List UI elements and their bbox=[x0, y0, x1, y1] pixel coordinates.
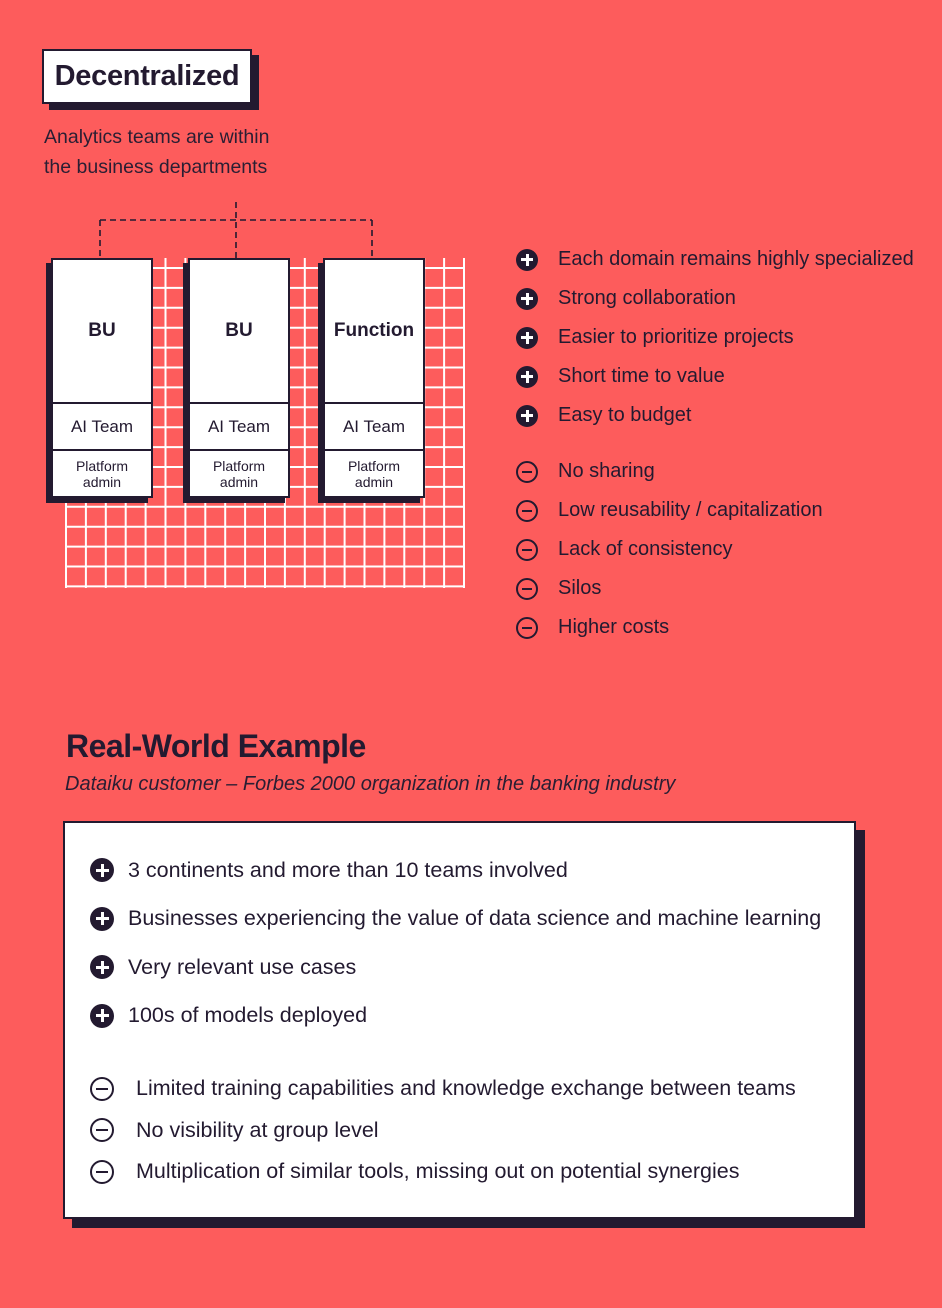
pro-text: Strong collaboration bbox=[558, 287, 736, 309]
pro-text: Easy to budget bbox=[558, 404, 692, 426]
example-con-text: Multiplication of similar tools, missing out on potential synergies bbox=[136, 1159, 740, 1184]
minus-circle-icon bbox=[516, 578, 538, 600]
example-pro-text: 100s of models deployed bbox=[128, 1003, 368, 1028]
con-item bbox=[516, 569, 823, 608]
plus-circle-icon bbox=[90, 907, 114, 931]
unit-team: AI Team bbox=[325, 404, 423, 451]
con-text: Silos bbox=[558, 577, 602, 599]
con-text: No sharing bbox=[558, 460, 655, 482]
example-pro-item bbox=[90, 943, 821, 992]
example-con-item bbox=[90, 1068, 796, 1110]
admin-line: admin bbox=[354, 473, 394, 490]
plus-circle-icon bbox=[516, 366, 538, 388]
example-con-item bbox=[90, 1110, 796, 1152]
minus-circle-icon bbox=[516, 500, 538, 522]
minus-circle-icon bbox=[516, 539, 538, 561]
unit-function bbox=[323, 258, 425, 498]
pro-item bbox=[516, 357, 914, 396]
minus-circle-icon bbox=[516, 617, 538, 639]
unit-team: AI Team bbox=[53, 404, 151, 451]
subtitle-line: Analytics teams are within bbox=[44, 126, 270, 148]
unit-admin bbox=[325, 451, 423, 496]
con-text: Low reusability / capitalization bbox=[558, 499, 823, 521]
org-diagram bbox=[40, 200, 480, 600]
section-title bbox=[42, 49, 252, 104]
pro-text: Easier to prioritize projects bbox=[558, 326, 794, 348]
plus-circle-icon bbox=[90, 1004, 114, 1028]
example-pro-text: Businesses experiencing the value of data science and machine learning bbox=[128, 906, 822, 931]
example-card bbox=[63, 821, 856, 1219]
admin-line: Platform bbox=[212, 457, 266, 474]
example-pro-text: 3 continents and more than 10 teams involved bbox=[128, 857, 568, 882]
minus-circle-icon bbox=[90, 1077, 114, 1101]
example-subtitle: Dataiku customer – Forbes 2000 organization in the banking industry bbox=[65, 773, 676, 795]
plus-circle-icon bbox=[90, 858, 114, 882]
minus-circle-icon bbox=[90, 1118, 114, 1142]
pro-item bbox=[516, 318, 914, 357]
pro-text: Each domain remains highly specialized bbox=[558, 248, 914, 270]
connector-lines bbox=[100, 202, 372, 258]
pros-list bbox=[516, 240, 914, 435]
admin-line: Platform bbox=[75, 457, 129, 474]
minus-circle-icon bbox=[90, 1160, 114, 1184]
example-pro-item bbox=[90, 992, 821, 1041]
example-cons-list bbox=[90, 1068, 796, 1193]
unit-bu-2 bbox=[188, 258, 290, 498]
admin-line: admin bbox=[219, 473, 259, 490]
pro-item bbox=[516, 396, 914, 435]
pro-item bbox=[516, 240, 914, 279]
pro-text: Short time to value bbox=[558, 365, 725, 387]
con-item bbox=[516, 608, 823, 647]
con-item bbox=[516, 491, 823, 530]
cons-list bbox=[516, 452, 823, 647]
example-con-text: No visibility at group level bbox=[136, 1117, 379, 1142]
con-text: Higher costs bbox=[558, 616, 670, 638]
con-item bbox=[516, 452, 823, 491]
admin-line: Platform bbox=[347, 457, 401, 474]
plus-circle-icon bbox=[516, 327, 538, 349]
example-pros-list bbox=[90, 846, 821, 1040]
unit-head: BU bbox=[190, 260, 288, 404]
example-con-text: Limited training capabilities and knowledge exchange between teams bbox=[136, 1076, 796, 1101]
unit-team: AI Team bbox=[190, 404, 288, 451]
unit-head: BU bbox=[53, 260, 151, 404]
example-title: Real-World Example bbox=[66, 728, 366, 764]
pro-item bbox=[516, 279, 914, 318]
plus-circle-icon bbox=[516, 405, 538, 427]
example-con-item bbox=[90, 1151, 796, 1193]
section-subtitle bbox=[44, 122, 344, 182]
unit-head: Function bbox=[325, 260, 423, 404]
admin-line: admin bbox=[82, 473, 122, 490]
plus-circle-icon bbox=[516, 288, 538, 310]
con-text: Lack of consistency bbox=[558, 538, 733, 560]
example-pro-text: Very relevant use cases bbox=[128, 954, 357, 979]
subtitle-line: the business departments bbox=[44, 156, 268, 178]
unit-admin bbox=[53, 451, 151, 496]
unit-admin bbox=[190, 451, 288, 496]
minus-circle-icon bbox=[516, 461, 538, 483]
example-pro-item bbox=[90, 895, 821, 944]
con-item bbox=[516, 530, 823, 569]
plus-circle-icon bbox=[516, 249, 538, 271]
section-title-text: Decentralized bbox=[54, 60, 240, 92]
plus-circle-icon bbox=[90, 955, 114, 979]
example-pro-item bbox=[90, 846, 821, 895]
unit-bu-1 bbox=[51, 258, 153, 498]
